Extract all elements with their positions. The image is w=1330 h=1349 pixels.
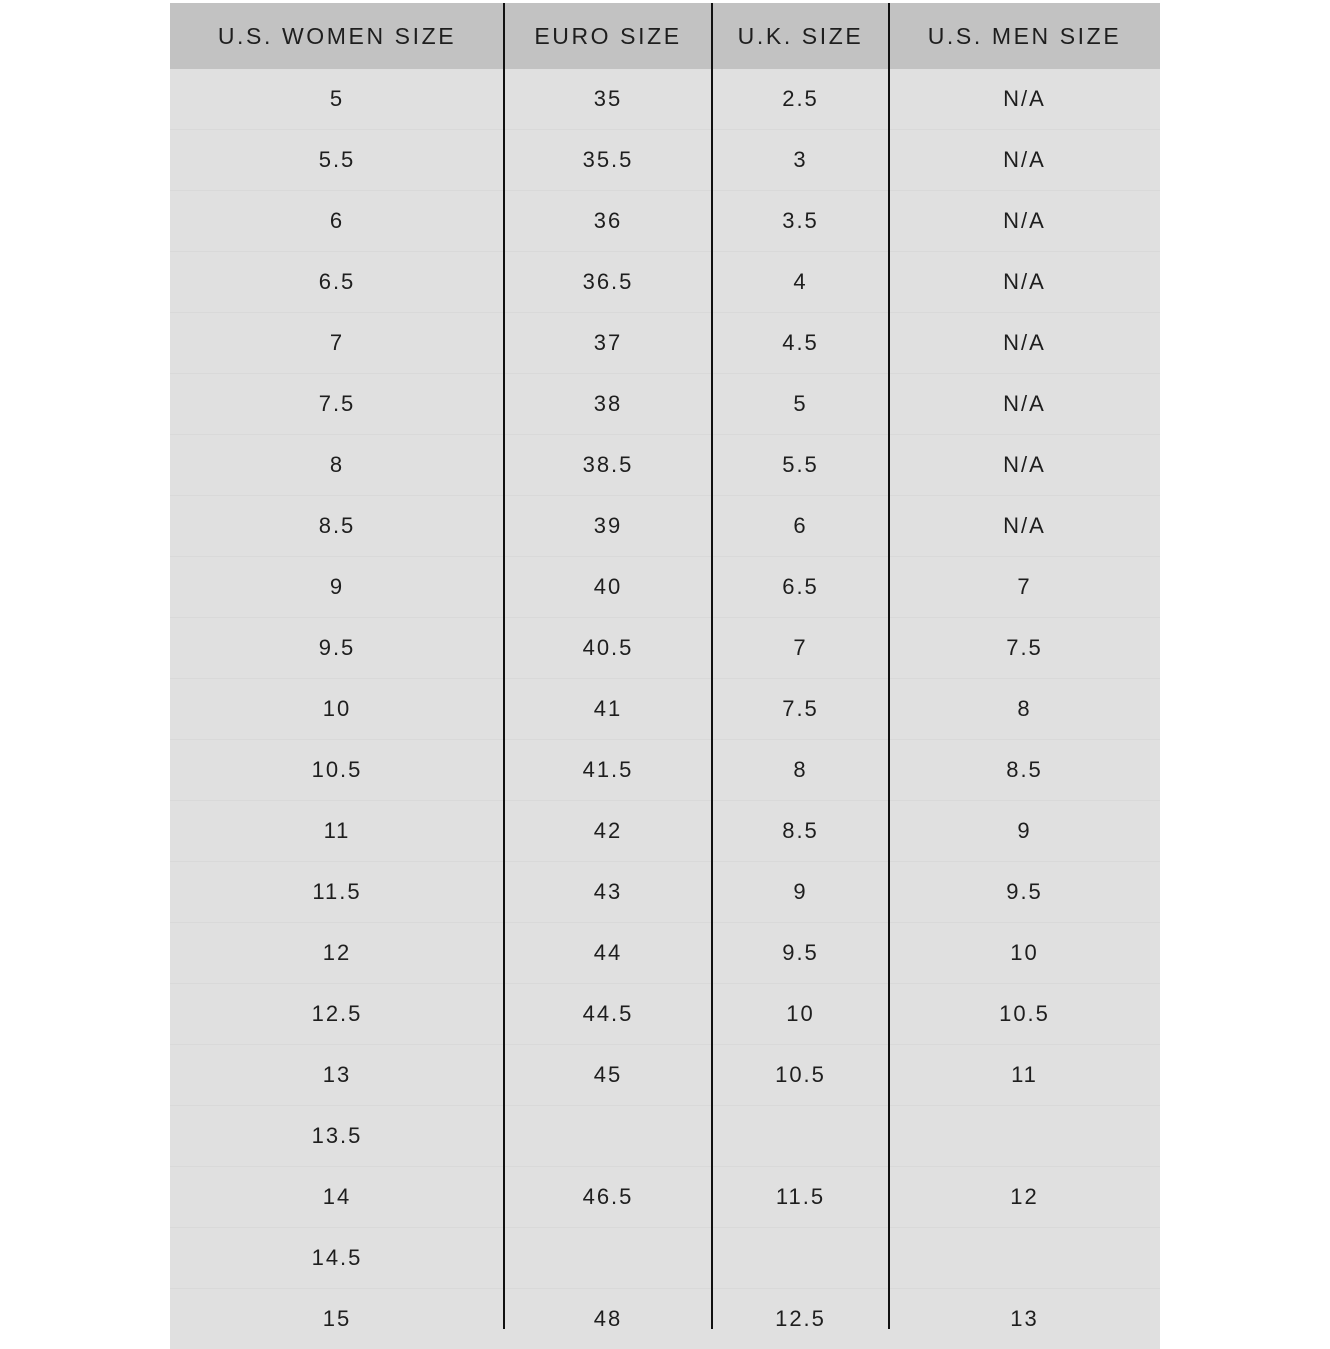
cell-uk: 10 [786, 1001, 815, 1026]
header-euro: EURO SIZE [534, 22, 682, 49]
cell-euro: 35 [593, 86, 623, 111]
cell-uk: 5 [793, 391, 808, 416]
cell-us-women: 14 [322, 1184, 352, 1209]
cell-us-women: 12.5 [311, 1001, 363, 1026]
header-us-men: U.S. MEN SIZE [927, 22, 1122, 49]
cell-uk: 3 [793, 147, 808, 172]
cell-us-women: 13 [322, 1062, 352, 1087]
cell-euro: 45 [593, 1062, 623, 1087]
table-row [170, 373, 1160, 434]
table-row [170, 129, 1160, 190]
cell-uk: 11.5 [775, 1184, 826, 1209]
cell-us-women: 12 [322, 940, 352, 965]
cell-euro: 37 [593, 330, 623, 355]
cell-us-women: 7.5 [318, 391, 356, 416]
cell-euro: 38 [593, 391, 623, 416]
cell-us-men: 10 [1010, 940, 1039, 965]
cell-uk: 3.5 [782, 208, 819, 233]
cell-us-men: N/A [1003, 147, 1046, 172]
cell-us-women: 15 [322, 1306, 352, 1331]
cell-us-women: 6 [329, 208, 345, 233]
cell-euro [504, 1228, 712, 1288]
cell-us-women: 9.5 [318, 635, 356, 660]
table-row [170, 983, 1160, 1044]
cell-us-men: 7.5 [1006, 635, 1043, 660]
cell-euro: 46.5 [582, 1184, 634, 1209]
cell-us-men: N/A [1003, 452, 1046, 477]
table-row [170, 1227, 1160, 1288]
cell-us-women: 7 [329, 330, 345, 355]
cell-us-men: 10.5 [999, 1001, 1050, 1026]
cell-us-men: N/A [1003, 269, 1046, 294]
size-chart-table [170, 3, 1160, 1329]
table-row [170, 1044, 1160, 1105]
cell-euro: 36.5 [582, 269, 634, 294]
cell-euro: 41.5 [582, 757, 634, 782]
column-divider [503, 3, 505, 1329]
cell-us-men: 8.5 [1006, 757, 1043, 782]
cell-us-women: 5 [329, 86, 345, 111]
table-row [170, 922, 1160, 983]
table-row [170, 1288, 1160, 1349]
cell-us-men: 9.5 [1006, 879, 1043, 904]
table-row [170, 251, 1160, 312]
cell-uk: 5.5 [782, 452, 819, 477]
cell-us-women: 5.5 [318, 147, 356, 172]
cell-us-men [889, 1106, 1160, 1166]
cell-us-women: 8 [329, 452, 345, 477]
cell-us-women: 10 [322, 696, 352, 721]
table-row [170, 190, 1160, 251]
cell-euro: 48 [593, 1306, 623, 1331]
table-row [170, 434, 1160, 495]
cell-uk: 12.5 [775, 1306, 826, 1331]
cell-euro: 41 [593, 696, 623, 721]
cell-uk: 4 [793, 269, 808, 294]
table-row [170, 1105, 1160, 1166]
header-uk: U.K. SIZE [737, 22, 864, 49]
cell-uk [712, 1106, 889, 1166]
table-row [170, 69, 1160, 129]
cell-euro: 36 [593, 208, 623, 233]
table-header-row [170, 3, 1160, 69]
cell-uk: 8.5 [782, 818, 819, 843]
cell-us-women: 11.5 [312, 879, 362, 904]
cell-us-women: 6.5 [318, 269, 356, 294]
cell-uk: 9.5 [782, 940, 819, 965]
table-row [170, 861, 1160, 922]
cell-us-men: 8 [1017, 696, 1032, 721]
cell-us-women: 9 [329, 574, 345, 599]
table-body [170, 69, 1160, 1349]
cell-us-men [889, 1228, 1160, 1288]
cell-uk [712, 1228, 889, 1288]
cell-uk: 9 [793, 879, 808, 904]
cell-us-men: 12 [1010, 1184, 1039, 1209]
column-divider [711, 3, 713, 1329]
cell-euro: 40.5 [582, 635, 634, 660]
cell-us-men: 11 [1011, 1062, 1038, 1087]
cell-uk: 4.5 [782, 330, 819, 355]
table-row [170, 800, 1160, 861]
cell-euro [504, 1106, 712, 1166]
table-row [170, 739, 1160, 800]
cell-us-women: 10.5 [311, 757, 363, 782]
cell-euro: 35.5 [582, 147, 634, 172]
cell-uk: 8 [793, 757, 808, 782]
cell-us-women: 11 [323, 818, 351, 843]
cell-uk: 2.5 [782, 86, 819, 111]
cell-us-men: 13 [1010, 1306, 1039, 1331]
table-row [170, 312, 1160, 373]
cell-euro: 42 [593, 818, 623, 843]
cell-us-women: 13.5 [311, 1123, 363, 1148]
cell-us-men: N/A [1003, 513, 1046, 538]
cell-us-women: 14.5 [311, 1245, 363, 1270]
cell-uk: 10.5 [775, 1062, 826, 1087]
cell-uk: 6.5 [782, 574, 819, 599]
cell-euro: 40 [593, 574, 623, 599]
cell-euro: 38.5 [582, 452, 634, 477]
cell-uk: 6 [793, 513, 808, 538]
cell-euro: 43 [593, 879, 623, 904]
header-us-women: U.S. WOMEN SIZE [217, 22, 457, 49]
cell-uk: 7.5 [782, 696, 819, 721]
table-row [170, 556, 1160, 617]
table-row [170, 1166, 1160, 1227]
cell-us-men: N/A [1003, 208, 1046, 233]
cell-us-men: 7 [1017, 574, 1032, 599]
cell-us-men: 9 [1017, 818, 1032, 843]
cell-us-men: N/A [1003, 330, 1046, 355]
cell-euro: 39 [593, 513, 623, 538]
table-row [170, 617, 1160, 678]
cell-us-men: N/A [1003, 391, 1046, 416]
cell-us-women: 8.5 [318, 513, 356, 538]
table-row [170, 495, 1160, 556]
cell-uk: 7 [793, 635, 808, 660]
cell-euro: 44.5 [582, 1001, 634, 1026]
table-row [170, 678, 1160, 739]
column-divider [888, 3, 890, 1329]
cell-us-men: N/A [1003, 86, 1046, 111]
cell-euro: 44 [593, 940, 623, 965]
